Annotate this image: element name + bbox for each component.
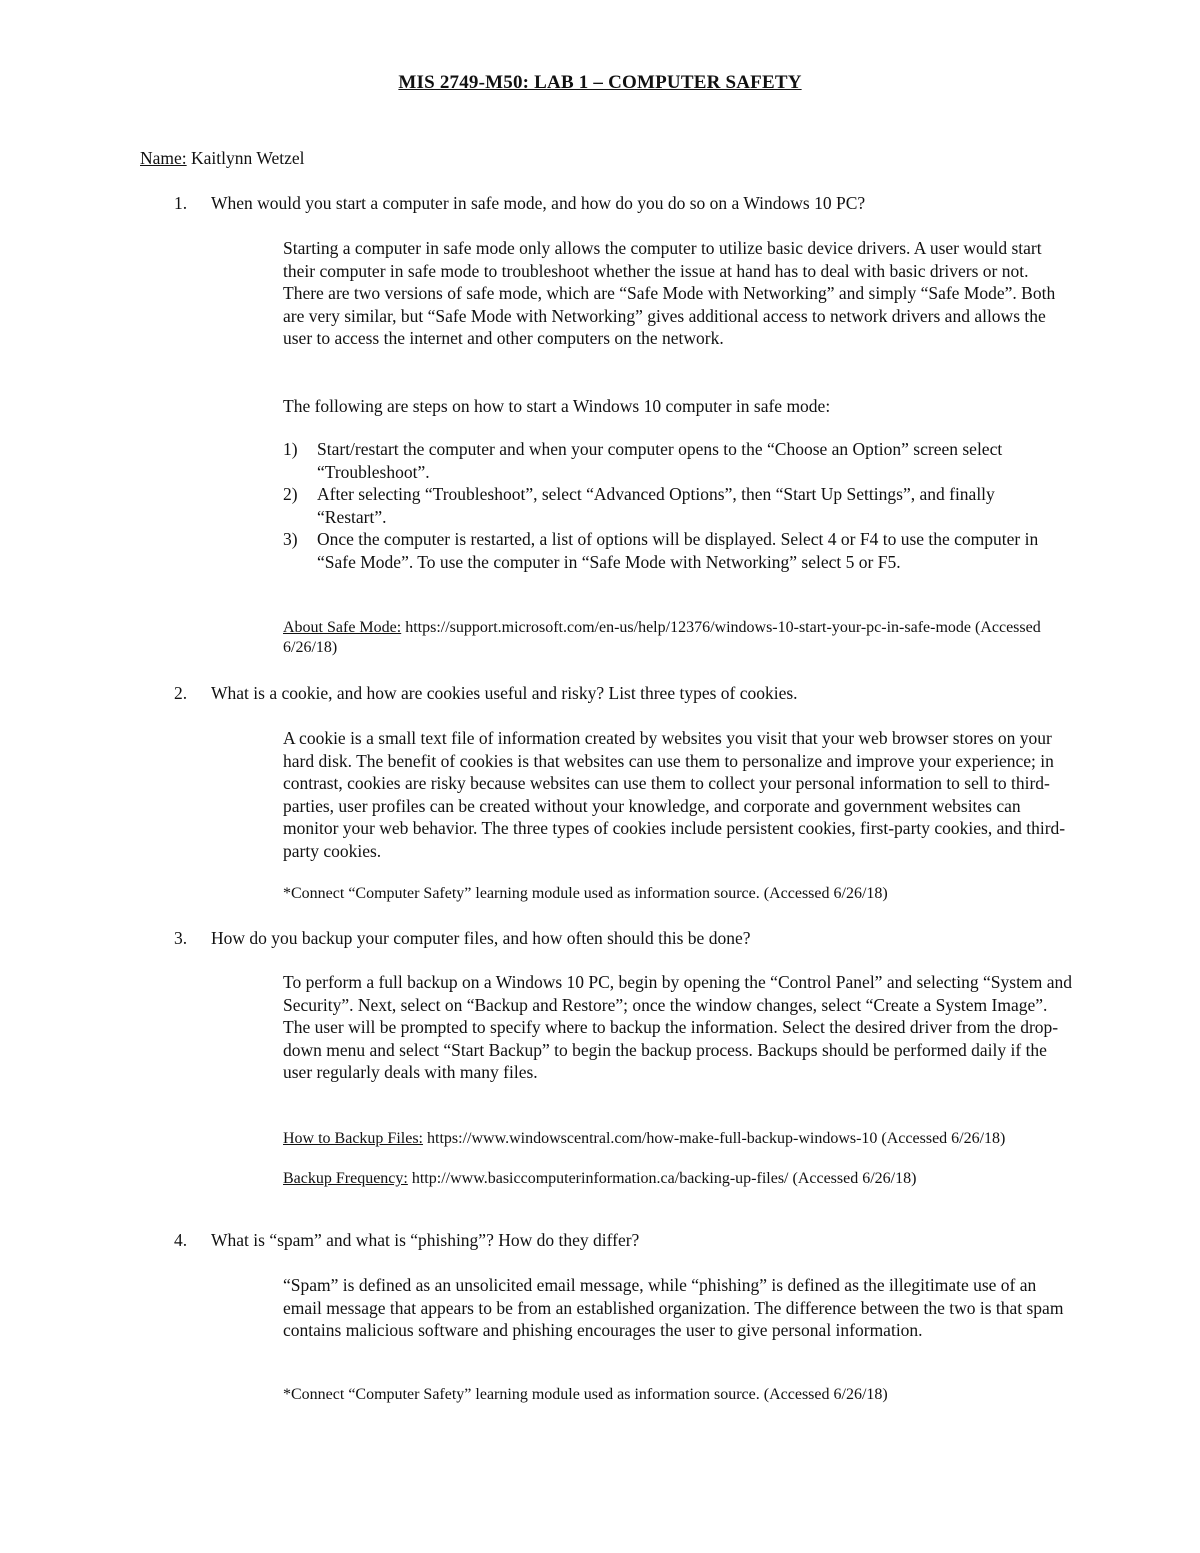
source-backup-frequency-label: Backup Frequency: bbox=[283, 1170, 408, 1187]
question-2 bbox=[174, 682, 1074, 705]
step-2 bbox=[283, 483, 1063, 528]
answer-3: To perform a full backup on a Windows 10 PC, begin by opening the “Control Panel” and selecting “System and Security”. Next, select on “Backup and Restore”; once the window changes, select “Create a System Image”. The user will be prompted to specify where to backup the information. Select the desired driver from the drop-down menu and select “Start Backup” to begin the backup process. Backups should be performed daily if the user regularly deals with many files. bbox=[283, 972, 1072, 1082]
question-4-number: 4. bbox=[174, 1230, 188, 1250]
source-safe-mode bbox=[283, 618, 1073, 658]
source-backup-files-link: https://www.windowscentral.com/how-make-full-backup-windows-10 (Accessed 6/26/18) bbox=[423, 1130, 1006, 1147]
source-note-2: *Connect “Computer Safety” learning module used as information source. (Accessed 6/26/18) bbox=[283, 885, 888, 902]
student-name bbox=[140, 147, 304, 170]
step-1 bbox=[283, 438, 1063, 483]
step-1-number: 1) bbox=[283, 439, 298, 459]
source-backup-frequency bbox=[283, 1169, 1073, 1189]
step-3-text: Once the computer is restarted, a list of options will be displayed. Select 4 or F4 to use the computer in “Safe Mode”. To use the computer in “Safe Mode with Networking” select 5 or F5. bbox=[317, 529, 1039, 572]
answer-1: Starting a computer in safe mode only allows the computer to utilize basic device drivers. A user would start their computer in safe mode to troubleshoot whether the issue at hand has to deal with basic drivers or not. There are two versions of safe mode, which are “Safe Mode with Networking” and simply “Safe Mode”. Both are very similar, but “Safe Mode with Networking” gives additional access to network drivers and allows the user to access the internet and other computers on the network. bbox=[283, 238, 1056, 348]
question-4-text: What is “spam” and what is “phishing”? How do they differ? bbox=[211, 1230, 640, 1250]
question-3-number: 3. bbox=[174, 928, 188, 948]
answer-2: A cookie is a small text file of information created by websites you visit that your web browser stores on your hard disk. The benefit of cookies is that websites can use them to personalize and improve your experience; in contrast, cookies are risky because websites can use them to collect your personal information to sell to third-parties, user profiles can be created without your knowledge, and corporate and government websites can monitor your web behavior. The three types of cookies include persistent cookies, first-party cookies, and third-party cookies. bbox=[283, 728, 1066, 861]
question-3-text: How do you backup your computer files, and how often should this be done? bbox=[211, 928, 751, 948]
question-3 bbox=[174, 927, 1074, 950]
source-safe-mode-link: https://support.microsoft.com/en-us/help/12376/windows-10-start-your-pc-in-safe-mode (Accessed 6/26/18) bbox=[283, 619, 1041, 656]
question-2-text: What is a cookie, and how are cookies useful and risky? List three types of cookies. bbox=[211, 683, 798, 703]
question-2-number: 2. bbox=[174, 683, 188, 703]
source-backup-frequency-link: http://www.basiccomputerinformation.ca/backing-up-files/ (Accessed 6/26/18) bbox=[407, 1170, 917, 1187]
question-1 bbox=[174, 192, 1074, 215]
question-4 bbox=[174, 1229, 1074, 1252]
source-note-4: *Connect “Computer Safety” learning module used as information source. (Accessed 6/26/18) bbox=[283, 1386, 888, 1403]
source-backup-files bbox=[283, 1129, 1073, 1149]
question-1-number: 1. bbox=[174, 193, 188, 213]
name-label: Name: bbox=[140, 148, 187, 168]
step-1-text: Start/restart the computer and when your computer opens to the “Choose an Option” screen select “Troubleshoot”. bbox=[317, 439, 1003, 482]
source-safe-mode-label: About Safe Mode: bbox=[283, 619, 402, 636]
answer-4: “Spam” is defined as an unsolicited email message, while “phishing” is defined as the illegitimate use of an email message that appears to be from an established organization. The difference between the two is that spam contains malicious software and phishing encourages the user to give personal information. bbox=[283, 1275, 1064, 1340]
step-2-text: After selecting “Troubleshoot”, select “Advanced Options”, then “Start Up Settings”, and finally “Restart”. bbox=[317, 484, 995, 527]
source-backup-files-label: How to Backup Files: bbox=[283, 1130, 423, 1147]
step-2-number: 2) bbox=[283, 484, 298, 504]
question-1-text: When would you start a computer in safe mode, and how do you do so on a Windows 10 PC? bbox=[211, 193, 866, 213]
document-title: MIS 2749-M50: LAB 1 – COMPUTER SAFETY bbox=[398, 72, 802, 93]
step-3-number: 3) bbox=[283, 529, 298, 549]
name-value: Kaitlynn Wetzel bbox=[191, 148, 305, 168]
steps-intro: The following are steps on how to start a Windows 10 computer in safe mode: bbox=[283, 396, 831, 416]
step-3 bbox=[283, 528, 1063, 573]
